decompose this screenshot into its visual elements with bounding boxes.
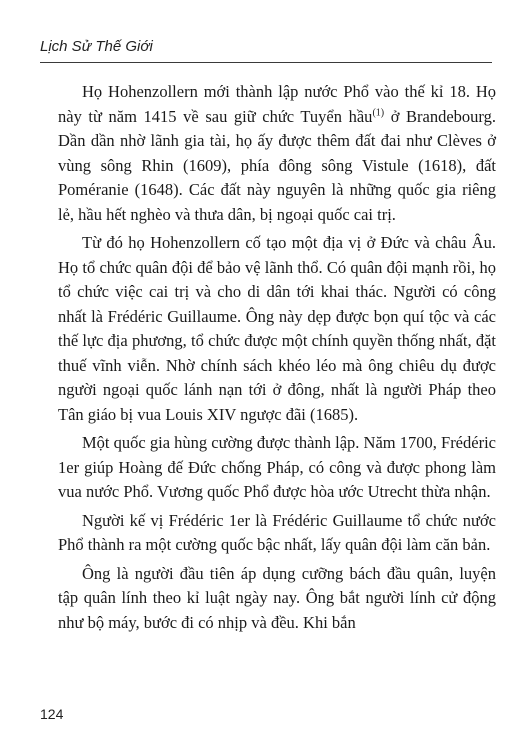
page-body (58, 80, 496, 639)
footnote-reference: (1) (372, 107, 385, 118)
header-rule (40, 62, 492, 63)
paragraph-1-text-after: ở Brandebourg. Dần dần nhờ lãnh gia tài, họ ấy được thêm đất đai như Clèves ở vùng sông Rhin (1609), phía đông sông Vistule (1618), đất Poméranie (1648). Các đất này nguyên là những quốc gia riêng lẻ, hầu hết nghèo và thưa dân, bị ngoại quốc cai trị. (58, 106, 496, 224)
paragraph-3: Một quốc gia hùng cường được thành lập. Năm 1700, Frédéric 1er giúp Hoàng đế Đức chống Pháp, có công và được phong làm vua nước Phổ. Vương quốc Phổ được hòa ước Utrecht thừa nhận. (58, 433, 496, 501)
paragraph-5: Ông là người đầu tiên áp dụng cưỡng bách đầu quân, luyện tập quân lính theo kỉ luật ngày nay. Ông bắt người lính cử động như bộ máy, bước đi có nhịp và đều. Khi bắn (58, 563, 496, 632)
paragraph-2: Từ đó họ Hohenzollern cố tạo một địa vị ở Đức và châu Âu. Họ tổ chức quân đội để bảo vệ lãnh thổ. Có quân đội mạnh rồi, họ tổ chức việc cai trị và cho di dân tới khai thác. Người có công nhất là Frédéric Guillaume. Ông này dẹp được bọn quí tộc và các thế lực địa phương, tổ chức được một chính quyền thống nhất, đặt thuế vĩnh viễn. Nhờ chính sách khéo léo mà ông chiêu dụ được người ngoại quốc lánh nạn tới ở đông, nhất là người Pháp theo Tân giáo bị vua Louis XIV ngược đãi (1685). (58, 233, 496, 424)
page-number: 124 (40, 706, 64, 722)
running-header: Lịch Sử Thế Giới (40, 38, 153, 55)
paragraph-1-text-before: Họ Hohenzollern mới thành lập nước Phổ vào thế kỉ 18. Họ này từ năm 1415 về sau giữ chức Tuyển hầu (58, 82, 496, 126)
paragraph-1 (58, 80, 496, 227)
paragraph-4: Người kế vị Frédéric 1er là Frédéric Guillaume tổ chức nước Phổ thành ra một cường quốc bậc nhất, lấy quân đội làm căn bản. (58, 510, 496, 554)
